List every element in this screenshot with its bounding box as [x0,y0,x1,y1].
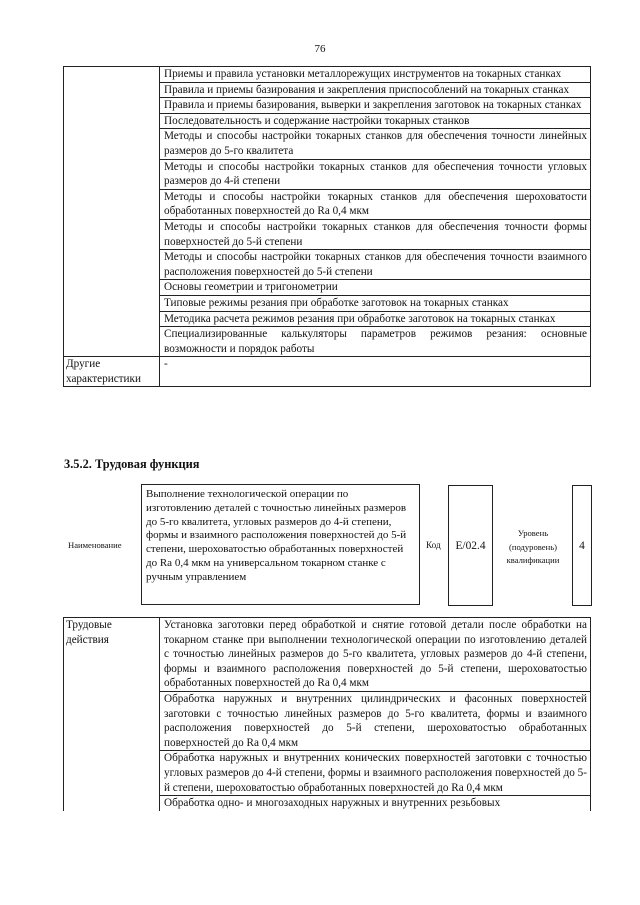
knowledge-table [63,66,591,387]
knowledge-item: Методика расчета режимов резания при обработке заготовок на токарных станках [160,311,591,327]
knowledge-item: Методы и способы настройки токарных станков для обеспечения точности взаимного расположения поверхностей до 5-й степени [160,250,591,280]
qualification-level-label: Уровень (подуровень) квалификации [506,528,560,565]
knowledge-label-cell [64,67,160,357]
name-label: Наименование [68,540,122,550]
qualification-level-box [572,485,592,606]
table-row [64,67,591,83]
actions-label: Трудовые действия [64,618,160,811]
other-characteristics-value: - [160,357,591,387]
table-row [64,357,591,387]
knowledge-item: Методы и способы настройки токарных станков для обеспечения шероховатости обработанных поверхностей до Ra 0,4 мкм [160,189,591,219]
action-item: Обработка наружных и внутренних цилиндрических и фасонных поверхностей заготовки с точностью линейных размеров до 5-го квалитета, формы и взаимного расположения поверхностей до 5-й степени, шероховатостью обработанных поверхностей до Ra 0,4 мкм [160,691,591,750]
knowledge-item: Правила и приемы базирования и закрепления приспособлений на токарных станках [160,82,591,98]
knowledge-item: Приемы и правила установки металлорежущих инструментов на токарных станках [160,67,591,83]
knowledge-item: Правила и приемы базирования, выверки и закрепления заготовок на токарных станках [160,98,591,114]
knowledge-item: Основы геометрии и тригонометрии [160,280,591,296]
code-box [448,485,493,606]
section-heading: 3.5.2. Трудовая функция [64,457,200,471]
page-number: 76 [314,43,326,55]
knowledge-item: Последовательность и содержание настройки токарных станков [160,113,591,129]
table-row [64,618,591,692]
knowledge-item: Методы и способы настройки токарных станков для обеспечения точности угловых размеров до 4-й степени [160,159,591,189]
knowledge-item: Типовые режимы резания при обработке заготовок на токарных станках [160,295,591,311]
code-label: Код [426,540,441,550]
actions-table [63,617,591,811]
action-item: Обработка наружных и внутренних конических поверхностей заготовки с точностью угловых размеров до 4-й степени, формы и взаимного расположения поверхностей до 5-й степени, шероховатостью обработанных поверхностей до Ra 0,4 мкм [160,751,591,796]
other-characteristics-label: Другие характеристики [64,357,160,387]
action-item: Обработка одно- и многозаходных наружных и внутренних резьбовых [160,796,591,811]
knowledge-item: Специализированные калькуляторы параметров режимов резания: основные возможности и порядок работы [160,327,591,357]
knowledge-item: Методы и способы настройки токарных станков для обеспечения точности формы поверхностей до 5-й степени [160,219,591,249]
function-name-box: Выполнение технологической операции по изготовлению деталей с точностью линейных размеров до 5-го квалитета, угловых размеров до 4-й степени, формы и взаимного расположения поверхностей до 5-й степени, шероховатостью обработанных поверхностей до Ra 0,4 мкм на универсальном токарном станке с ручным управлением [141,484,420,605]
action-item: Установка заготовки перед обработкой и снятие готовой детали после обработки на токарном станке при выполнении технологической операции по изготовлению деталей с точностью линейных размеров до 5-го квалитета, угловых размеров до 4-й степени, формы и взаимного расположения поверхностей до 5-й степени, шероховатостью обработанных поверхностей до Ra 0,4 мкм [160,618,591,692]
knowledge-item: Методы и способы настройки токарных станков для обеспечения точности линейных размеров до 5-го квалитета [160,129,591,159]
qualification-level-value: 4 [579,539,585,552]
function-code: E/02.4 [455,539,486,552]
